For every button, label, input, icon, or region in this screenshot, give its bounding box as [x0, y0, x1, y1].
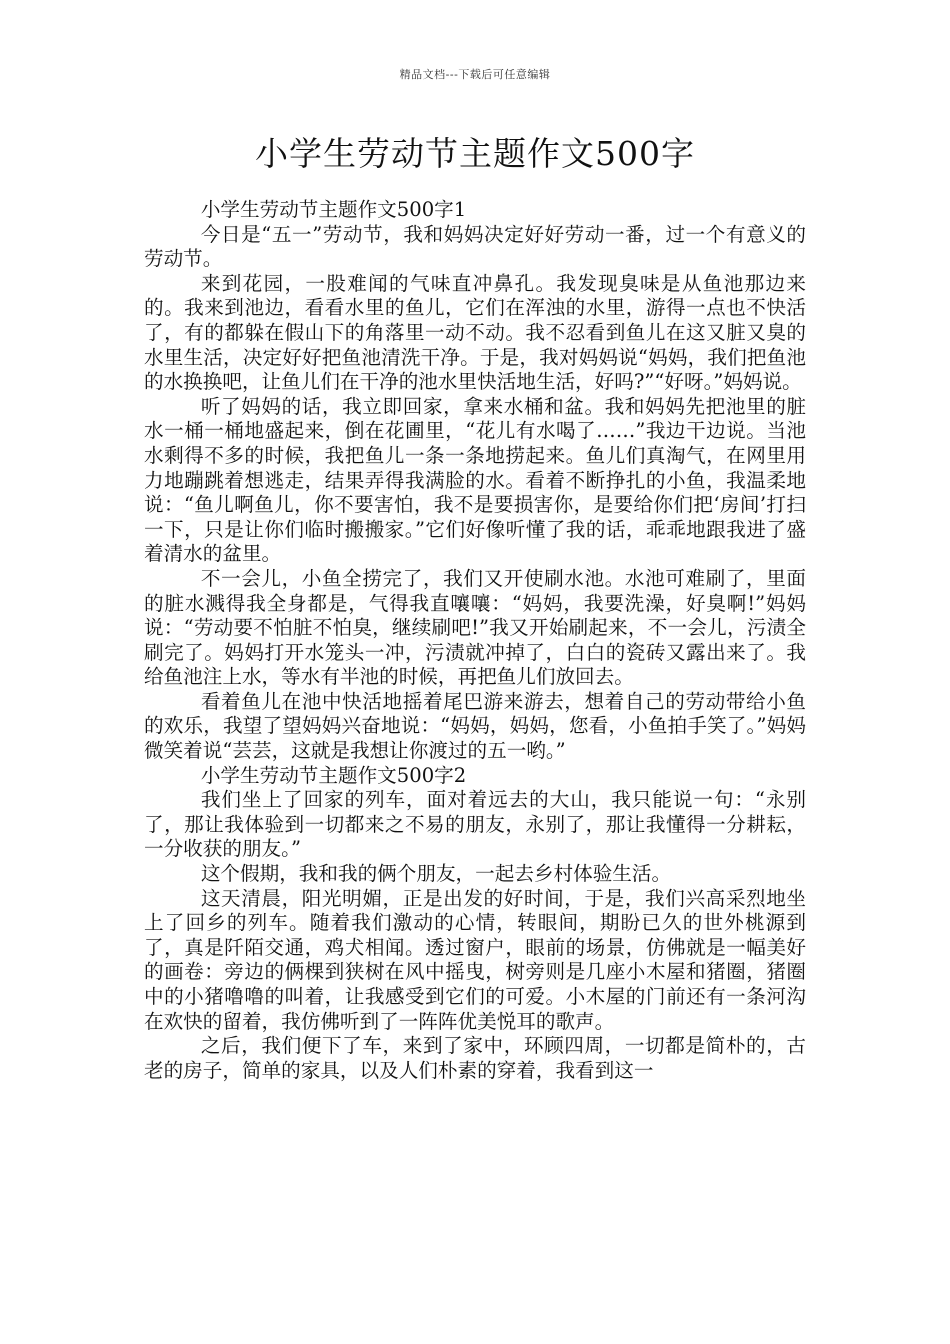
paragraph: 来到花园，一股难闻的气味直冲鼻孔。我发现臭味是从鱼池那边来的。我来到池边，看看水里的鱼儿，它们在浑浊的水里，游得一点也不快活了，有的都躲在假山下的角落里一动不动。我不忍看到鱼儿在这又脏又臭的水里生活，决定好好把鱼池清洗干净。于是，我对妈妈说“妈妈，我们把鱼池的水换换吧，让鱼儿们在干净的池水里快活地生活，好吗?”“好呀。”妈妈说。 [144, 271, 806, 394]
paragraph: 看着鱼儿在池中快活地摇着尾巴游来游去，想着自己的劳动带给小鱼的欢乐，我望了望妈妈兴奋地说：“妈妈，妈妈，您看，小鱼拍手笑了。”妈妈微笑着说“芸芸，这就是我想让你渡过的五一哟。” [144, 689, 806, 763]
paragraph: 听了妈妈的话，我立即回家，拿来水桶和盆。我和妈妈先把池里的脏水一桶一桶地盛起来，倒在花圃里，“花儿有水喝了……”我边干边说。当池水剩得不多的时候，我把鱼儿一条一条地捞起来。鱼儿们真淘气，在网里用力地蹦跳着想逃走，结果弄得我满脸的水。看着不断挣扎的小鱼，我温柔地说：“鱼儿啊鱼儿，你不要害怕，我不是要损害你，是要给你们把‘房间’打扫一下，只是让你们临时搬搬家。”它们好像听懂了我的话，乖乖地跟我进了盛着清水的盆里。 [144, 394, 806, 566]
section-heading-2: 小学生劳动节主题作文500字2 [200, 763, 467, 787]
paragraph: 今日是“五一”劳动节，我和妈妈决定好好劳动一番，过一个有意义的劳动节。 [144, 222, 806, 271]
paragraph: 之后，我们便下了车，来到了家中，环顾四周，一切都是简朴的，古老的房子，简单的家具，以及人们朴素的穿着，我看到这一 [144, 1034, 806, 1082]
paragraph: 不一会儿，小鱼全捞完了，我们又开使刷水池。水池可难刷了，里面的脏水溅得我全身都是，气得我直嚷嚷：“妈妈，我要洗澡，好臭啊!”妈妈说：“劳动要不怕脏不怕臭，继续刷吧!”我又开始刷起来，不一会儿，污渍全刷完了。妈妈打开水笼头一冲，污渍就冲掉了，白白的瓷砖又露出来了。我给鱼池注上水，等水有半池的时候，再把鱼儿们放回去。 [144, 566, 806, 689]
paragraph: 我们坐上了回家的列车，面对着远去的大山，我只能说一句：“永别了，那让我体验到一切都来之不易的朋友，永别了，那让我懂得一分耕耘，一分收获的朋友。” [144, 788, 806, 861]
header-note: 精品文档---下载后可任意编辑 [399, 68, 551, 81]
paragraph: 这个假期，我和我的俩个朋友，一起去乡村体验生活。 [200, 862, 672, 886]
section-heading-1: 小学生劳动节主题作文500字1 [200, 198, 467, 221]
document-body [144, 198, 806, 1083]
document-title: 小学生劳动节主题作文500字 [255, 134, 695, 173]
paragraph: 这天清晨，阳光明媚，正是出发的好时间，于是，我们兴高采烈地坐上了回乡的列车。随着我们激动的心情，转眼间，期盼已久的世外桃源到了，真是阡陌交通，鸡犬相闻。透过窗户，眼前的场景，仿佛就是一幅美好的画卷：旁边的俩棵到狭树在风中摇曳，树旁则是几座小木屋和猪圈，猪圈中的小猪噜噜的叫着，让我感受到它们的可爱。小木屋的门前还有一条河沟在欢快的留着，我仿佛听到了一阵阵优美悦耳的歌声。 [144, 886, 806, 1033]
